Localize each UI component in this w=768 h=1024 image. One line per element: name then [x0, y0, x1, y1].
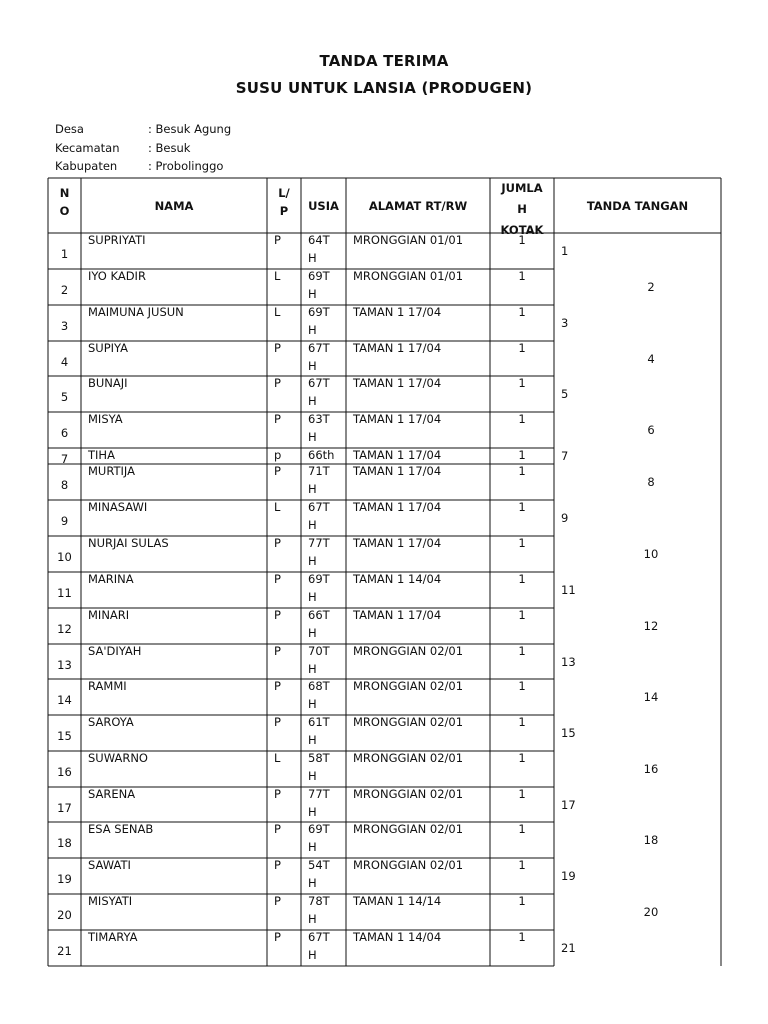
row-nama: SUPIYA: [88, 341, 129, 355]
row-alamat: TAMAN 1 14/04: [353, 930, 442, 944]
row-no: 21: [57, 944, 72, 958]
row-lp: P: [274, 822, 281, 836]
row-jumlah: 1: [518, 787, 526, 801]
row-tanda-tangan: 3: [561, 316, 569, 330]
row-tanda-tangan: 18: [643, 833, 659, 847]
row-jumlah: 1: [518, 233, 526, 247]
row-tanda-tangan: 13: [561, 654, 576, 669]
row-alamat: MRONGGIAN 02/01: [353, 751, 464, 765]
row-lp: P: [274, 572, 281, 586]
row-usia-suffix: H: [308, 359, 317, 373]
header-alamat: ALAMAT RT/RW: [368, 199, 468, 213]
row-usia: 70T: [308, 644, 330, 658]
row-nama: TIHA: [88, 448, 115, 462]
row-alamat: TAMAN 1 17/04: [353, 500, 442, 514]
row-jumlah: 1: [518, 894, 526, 908]
row-lp: L: [274, 500, 281, 514]
row-tanda-tangan: 6: [647, 423, 655, 437]
row-alamat: TAMAN 1 17/04: [353, 341, 442, 355]
row-no: 12: [57, 622, 72, 636]
row-tanda-tangan: 12: [643, 619, 659, 633]
row-lp: P: [274, 376, 281, 390]
row-usia-suffix: H: [308, 518, 317, 532]
row-alamat: TAMAN 1 14/04: [353, 572, 442, 586]
row-usia: 77T: [308, 536, 330, 550]
row-jumlah: 1: [518, 376, 526, 390]
row-tanda-tangan: 10: [643, 547, 659, 561]
row-tanda-tangan: 15: [561, 726, 576, 740]
row-lp: P: [274, 787, 281, 801]
row-usia: 69T: [308, 822, 330, 836]
row-lp: P: [274, 608, 281, 622]
row-usia: 67T: [308, 500, 330, 514]
row-usia: 64T: [308, 233, 330, 247]
row-jumlah: 1: [518, 305, 526, 319]
row-nama: SAROYA: [88, 715, 134, 729]
row-lp: P: [274, 412, 281, 426]
row-jumlah: 1: [518, 572, 526, 586]
row-jumlah: 1: [518, 464, 526, 478]
row-nama: MINASAWI: [88, 500, 148, 514]
row-alamat: TAMAN 1 17/04: [353, 305, 442, 319]
row-jumlah: 1: [518, 536, 526, 550]
row-no: 5: [60, 390, 69, 404]
row-alamat: MRONGGIAN 02/01: [353, 715, 464, 729]
row-usia-suffix: H: [308, 626, 317, 640]
row-tanda-tangan: 4: [647, 351, 655, 366]
row-no: 2: [60, 283, 69, 297]
row-lp: P: [274, 233, 281, 247]
row-no: 4: [60, 354, 69, 369]
row-jumlah: 1: [518, 679, 526, 693]
row-nama: MISYA: [88, 412, 123, 426]
row-usia: 69T: [308, 269, 330, 283]
row-tanda-tangan: 2: [647, 280, 655, 294]
kabupaten-label: Kabupaten: [55, 159, 118, 173]
row-jumlah: 1: [518, 930, 526, 944]
row-usia-suffix: H: [308, 394, 317, 408]
row-nama: BUNAJI: [88, 376, 128, 390]
row-alamat: MRONGGIAN 02/01: [353, 822, 464, 836]
row-usia-suffix: H: [308, 590, 317, 604]
row-tanda-tangan: 20: [643, 905, 659, 919]
row-lp: P: [274, 894, 281, 908]
row-alamat: TAMAN 1 17/04: [353, 464, 442, 478]
row-alamat: TAMAN 1 17/04: [353, 608, 442, 622]
row-nama: SAWATI: [88, 858, 131, 872]
header-jumlah-line3: KOTAK: [500, 223, 544, 237]
row-nama: MARINA: [88, 572, 134, 586]
header-no: [48, 186, 81, 218]
row-usia-suffix: H: [308, 697, 317, 711]
header-lp-bottom: P: [279, 204, 289, 218]
row-tanda-tangan: 7: [561, 449, 569, 463]
header-jumlah-line1: JUMLA: [501, 181, 543, 195]
header-usia: USIA: [308, 199, 339, 213]
row-lp: P: [274, 679, 281, 693]
row-alamat: MRONGGIAN 02/01: [353, 644, 464, 658]
row-alamat: MRONGGIAN 01/01: [353, 233, 464, 247]
row-tanda-tangan: 16: [643, 762, 659, 776]
row-nama: MURTIJA: [88, 464, 135, 478]
row-alamat: MRONGGIAN 02/01: [353, 858, 464, 872]
row-jumlah: 1: [518, 822, 526, 836]
row-usia: 67T: [308, 376, 330, 390]
row-usia-suffix: H: [308, 323, 317, 337]
row-jumlah: 1: [518, 500, 526, 514]
row-usia: 77T: [308, 787, 330, 801]
row-nama: SUPRIYATI: [88, 233, 146, 247]
row-nama: MAIMUNA JUSUN: [88, 305, 184, 319]
row-no: 14: [57, 693, 72, 707]
row-usia-suffix: H: [308, 251, 317, 265]
row-usia: 58T: [308, 751, 330, 765]
desa-label: Desa: [55, 122, 84, 136]
kecamatan-label: Kecamatan: [55, 141, 120, 155]
row-jumlah: 1: [518, 715, 526, 729]
row-usia: 67T: [308, 341, 330, 355]
row-nama: MINARI: [88, 608, 130, 622]
kecamatan-value: : Besuk: [148, 141, 191, 155]
row-no: 6: [60, 426, 69, 440]
row-alamat: TAMAN 1 17/04: [353, 448, 442, 462]
row-jumlah: 1: [518, 751, 526, 765]
row-jumlah: 1: [518, 858, 526, 872]
row-nama: SUWARNO: [88, 751, 148, 765]
row-tanda-tangan: 14: [643, 690, 659, 704]
row-tanda-tangan: 17: [561, 797, 576, 812]
row-no: 17: [57, 800, 72, 815]
row-usia-suffix: H: [308, 482, 317, 496]
row-usia: 61T: [308, 715, 330, 729]
row-jumlah: 1: [518, 269, 526, 283]
row-no: 1: [60, 247, 69, 261]
row-usia: 68T: [308, 679, 330, 693]
row-no: 18: [57, 836, 72, 850]
row-tanda-tangan: 9: [561, 511, 569, 525]
row-lp: P: [274, 858, 281, 872]
kabupaten-value: : Probolinggo: [148, 159, 224, 173]
row-no: 19: [57, 872, 72, 886]
row-lp: P: [274, 536, 281, 550]
header-tanda-tangan: TANDA TANGAN: [586, 199, 689, 213]
row-alamat: MRONGGIAN 02/01: [353, 787, 464, 801]
row-jumlah: 1: [518, 608, 526, 622]
row-jumlah: 1: [518, 341, 526, 355]
row-no: 11: [57, 586, 72, 600]
row-no: 16: [57, 765, 72, 779]
row-tanda-tangan: 19: [561, 869, 576, 883]
row-nama: SA'DIYAH: [88, 644, 142, 658]
header-jumlah-line2: H: [517, 202, 527, 216]
row-nama: SARENA: [88, 787, 136, 801]
row-usia: 71T: [308, 464, 330, 478]
row-usia-suffix: H: [308, 430, 317, 444]
header-nama: NAMA: [154, 199, 194, 213]
row-alamat: TAMAN 1 14/14: [353, 894, 442, 908]
row-usia: 78T: [308, 894, 330, 908]
row-alamat: MRONGGIAN 02/01: [353, 679, 464, 693]
row-lp: P: [274, 341, 281, 355]
row-no: 15: [57, 729, 72, 743]
row-lp: P: [274, 930, 281, 944]
header-lp-top: L/: [278, 186, 290, 200]
document-title: TANDA TERIMA: [319, 52, 449, 70]
row-usia-suffix: H: [308, 840, 317, 854]
row-jumlah: 1: [518, 412, 526, 426]
row-usia-suffix: H: [308, 912, 317, 926]
row-no: 3: [60, 319, 69, 333]
row-lp: p: [274, 448, 282, 462]
row-usia-suffix: H: [308, 876, 317, 890]
row-alamat: TAMAN 1 17/04: [353, 536, 442, 550]
row-usia: 54T: [308, 858, 330, 872]
row-no: 20: [57, 908, 72, 922]
row-tanda-tangan: 8: [647, 475, 655, 489]
header-no-top: N: [59, 186, 70, 200]
row-nama: IYO KADIR: [88, 269, 146, 283]
row-usia: 66T: [308, 608, 330, 622]
header-lp: [267, 186, 301, 218]
desa-value: : Besuk Agung: [148, 122, 232, 136]
header-no-bottom: O: [59, 204, 70, 218]
row-lp: L: [274, 751, 281, 765]
row-lp: P: [274, 715, 281, 729]
row-usia: 69T: [308, 305, 330, 319]
row-lp: L: [274, 269, 281, 283]
row-lp: P: [274, 644, 281, 658]
row-usia: 69T: [308, 572, 330, 586]
row-nama: RAMMI: [88, 679, 127, 693]
row-usia: 63T: [308, 412, 330, 426]
row-jumlah: 1: [518, 448, 526, 462]
row-jumlah: 1: [518, 644, 526, 658]
row-no: 13: [57, 657, 72, 672]
row-tanda-tangan: 5: [561, 387, 569, 401]
row-tanda-tangan: 21: [561, 941, 576, 955]
row-alamat: TAMAN 1 17/04: [353, 376, 442, 390]
row-no: 7: [60, 452, 69, 466]
row-usia: 67T: [308, 930, 330, 944]
row-tanda-tangan: 11: [561, 583, 576, 597]
row-alamat: TAMAN 1 17/04: [353, 412, 442, 426]
row-nama: ESA SENAB: [88, 822, 154, 836]
row-alamat: MRONGGIAN 01/01: [353, 269, 464, 283]
row-no: 10: [57, 550, 72, 564]
row-lp: P: [274, 464, 281, 478]
row-usia: 66th: [308, 448, 335, 462]
row-usia-suffix: H: [308, 733, 317, 747]
row-no: 9: [60, 514, 69, 528]
row-usia-suffix: H: [308, 554, 317, 568]
row-nama: TIMARYA: [88, 930, 138, 944]
row-usia-suffix: H: [308, 805, 317, 819]
row-nama: NURJAI SULAS: [88, 536, 169, 550]
row-lp: L: [274, 305, 281, 319]
row-usia-suffix: H: [308, 662, 317, 676]
row-usia-suffix: H: [308, 769, 317, 783]
row-no: 8: [60, 478, 69, 492]
document-subtitle: SUSU UNTUK LANSIA (PRODUGEN): [235, 79, 533, 97]
row-usia-suffix: H: [308, 287, 317, 301]
row-tanda-tangan: 1: [561, 244, 569, 258]
row-usia-suffix: H: [308, 948, 317, 962]
row-nama: MISYATI: [88, 894, 133, 908]
